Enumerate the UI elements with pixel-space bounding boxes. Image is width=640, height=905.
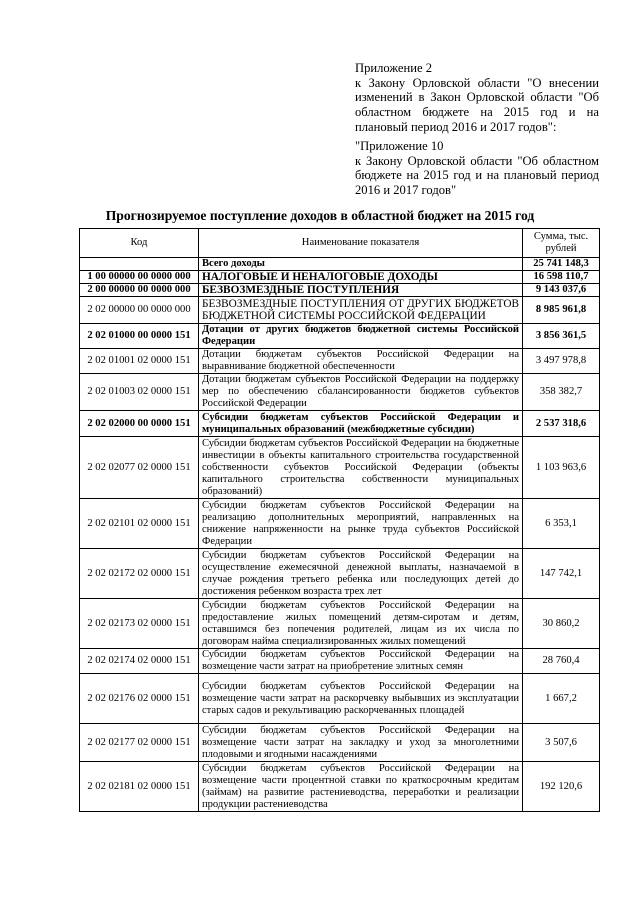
table-row [80,349,600,374]
row-name: БЕЗВОЗМЕЗДНЫЕ ПОСТУПЛЕНИЯ [198,284,522,297]
row-name: Субсидии бюджетам субъектов Российской Федерации на возмещение части затрат на закладку и уход за многолетними плодовыми и ягодными насаждениями [198,724,522,762]
table-row [80,674,600,724]
table-row [80,499,600,549]
row-sum: 28 760,4 [523,649,600,674]
table-row [80,284,600,297]
row-sum: 1 103 963,6 [523,437,600,499]
table-row [80,437,600,499]
annex-10-text: к Закону Орловской области "Об областном бюджете на 2015 год и на плановый период 2016 и 2017 годов" [355,153,599,198]
row-name: Субсидии бюджетам субъектов Российской Федерации на предоставление жилых помещений детям-сиротам и детям, оставшимся без попечения родителей, лицам из их числа по договорам найма специализированных жилых помещений [198,599,522,649]
row-name: Дотации бюджетам субъектов Российской Федерации на поддержку мер по обеспечению сбалансированности бюджетов субъектов Российской Федерации [198,374,522,411]
row-code: 2 02 01000 00 0000 151 [80,324,199,349]
annex-10-header [355,139,599,198]
revenue-table [79,228,600,812]
row-sum: 3 507,6 [523,724,600,762]
row-sum: 3 497 978,8 [523,349,600,374]
row-sum: 358 382,7 [523,374,600,411]
total-code-cell [80,258,199,271]
row-sum: 1 667,2 [523,674,600,724]
annex-2-header [355,61,599,135]
table-row [80,549,600,599]
row-sum: 6 353,1 [523,499,600,549]
table-row [80,724,600,762]
row-code: 2 02 01003 02 0000 151 [80,374,199,411]
row-sum: 3 856 361,5 [523,324,600,349]
table-header-row [80,229,600,258]
table-row [80,324,600,349]
row-code: 2 02 02176 02 0000 151 [80,674,199,724]
row-code: 2 02 02077 02 0000 151 [80,437,199,499]
row-code: 2 02 02000 00 0000 151 [80,411,199,437]
table-row [80,374,600,411]
row-code: 2 02 02172 02 0000 151 [80,549,199,599]
row-code: 1 00 00000 00 0000 000 [80,271,199,284]
row-sum: 192 120,6 [523,762,600,812]
table-row [80,271,600,284]
total-label: Всего доходы [198,258,522,271]
header-name: Наименование показателя [198,229,522,258]
row-name: Субсидии бюджетам субъектов Российской Федерации на реализацию дополнительных мероприятий, направленных на снижение напряженности на рынке труда субъектов Российской Федерации [198,499,522,549]
table-row [80,762,600,812]
row-name: НАЛОГОВЫЕ И НЕНАЛОГОВЫЕ ДОХОДЫ [198,271,522,284]
row-code: 2 02 02173 02 0000 151 [80,599,199,649]
row-code: 2 02 02174 02 0000 151 [80,649,199,674]
table-row [80,599,600,649]
row-sum: 9 143 037,6 [523,284,600,297]
row-sum: 147 742,1 [523,549,600,599]
annex-10-title: "Приложение 10 [355,139,444,153]
row-name: Субсидии бюджетам субъектов Российской Федерации на осуществление ежемесячной денежной выплаты, назначаемой в случае рождения третьего ребенка или последующих детей до достижения ребенком возраста трех лет [198,549,522,599]
row-name: Дотации от других бюджетов бюджетной системы Российской Федерации [198,324,522,349]
table-row [80,411,600,437]
total-sum: 25 741 148,3 [523,258,600,271]
row-sum: 16 598 110,7 [523,271,600,284]
row-name: Субсидии бюджетам субъектов Российской Федерации на бюджетные инвестиции в объекты капитального строительства государственной собственности субъектов Российской Федерации (объекты капитального строительства собственности муниципальных образований) [198,437,522,499]
header-sum: Сумма, тыс. рублей [523,229,600,258]
row-name: Субсидии бюджетам субъектов Российской Федерации на возмещение части процентной ставки по краткосрочным кредитам (займам) на развитие растениеводства, переработки и реализации продукции растениеводства [198,762,522,812]
row-name: Дотации бюджетам субъектов Российской Федерации на выравнивание бюджетной обеспеченности [198,349,522,374]
row-code: 2 00 00000 00 0000 000 [80,284,199,297]
row-code: 2 02 01001 02 0000 151 [80,349,199,374]
row-name: Субсидии бюджетам субъектов Российской Федерации на возмещение части затрат на приобретение элитных семян [198,649,522,674]
total-row [80,258,600,271]
header-code: Код [80,229,199,258]
row-name: БЕЗВОЗМЕЗДНЫЕ ПОСТУПЛЕНИЯ ОТ ДРУГИХ БЮДЖЕТОВ БЮДЖЕТНОЙ СИСТЕМЫ РОССИЙСКОЙ ФЕДЕРАЦИИ [198,297,522,324]
row-code: 2 02 02177 02 0000 151 [80,724,199,762]
table-row [80,649,600,674]
row-sum: 30 860,2 [523,599,600,649]
table-row [80,297,600,324]
row-code: 2 02 02181 02 0000 151 [80,762,199,812]
row-code: 2 02 00000 00 0000 000 [80,297,199,324]
row-code: 2 02 02101 02 0000 151 [80,499,199,549]
row-name: Субсидии бюджетам субъектов Российской Федерации на возмещение части затрат на раскорчевку выбывших из эксплуатации старых садов и рекультивацию раскорчеванных площадей [198,674,522,724]
row-name: Субсидии бюджетам субъектов Российской Федерации и муниципальных образований (межбюджетные субсидии) [198,411,522,437]
row-sum: 8 985 961,8 [523,297,600,324]
document-title: Прогнозируемое поступление доходов в областной бюджет на 2015 год [105,208,535,223]
annex-2-title: Приложение 2 [355,61,433,75]
row-sum: 2 537 318,6 [523,411,600,437]
annex-2-text: к Закону Орловской области "О внесении изменений в Закон Орловской области "Об областном бюджете на 2015 год и на плановый период 2016 и 2017 годов": [355,75,599,134]
